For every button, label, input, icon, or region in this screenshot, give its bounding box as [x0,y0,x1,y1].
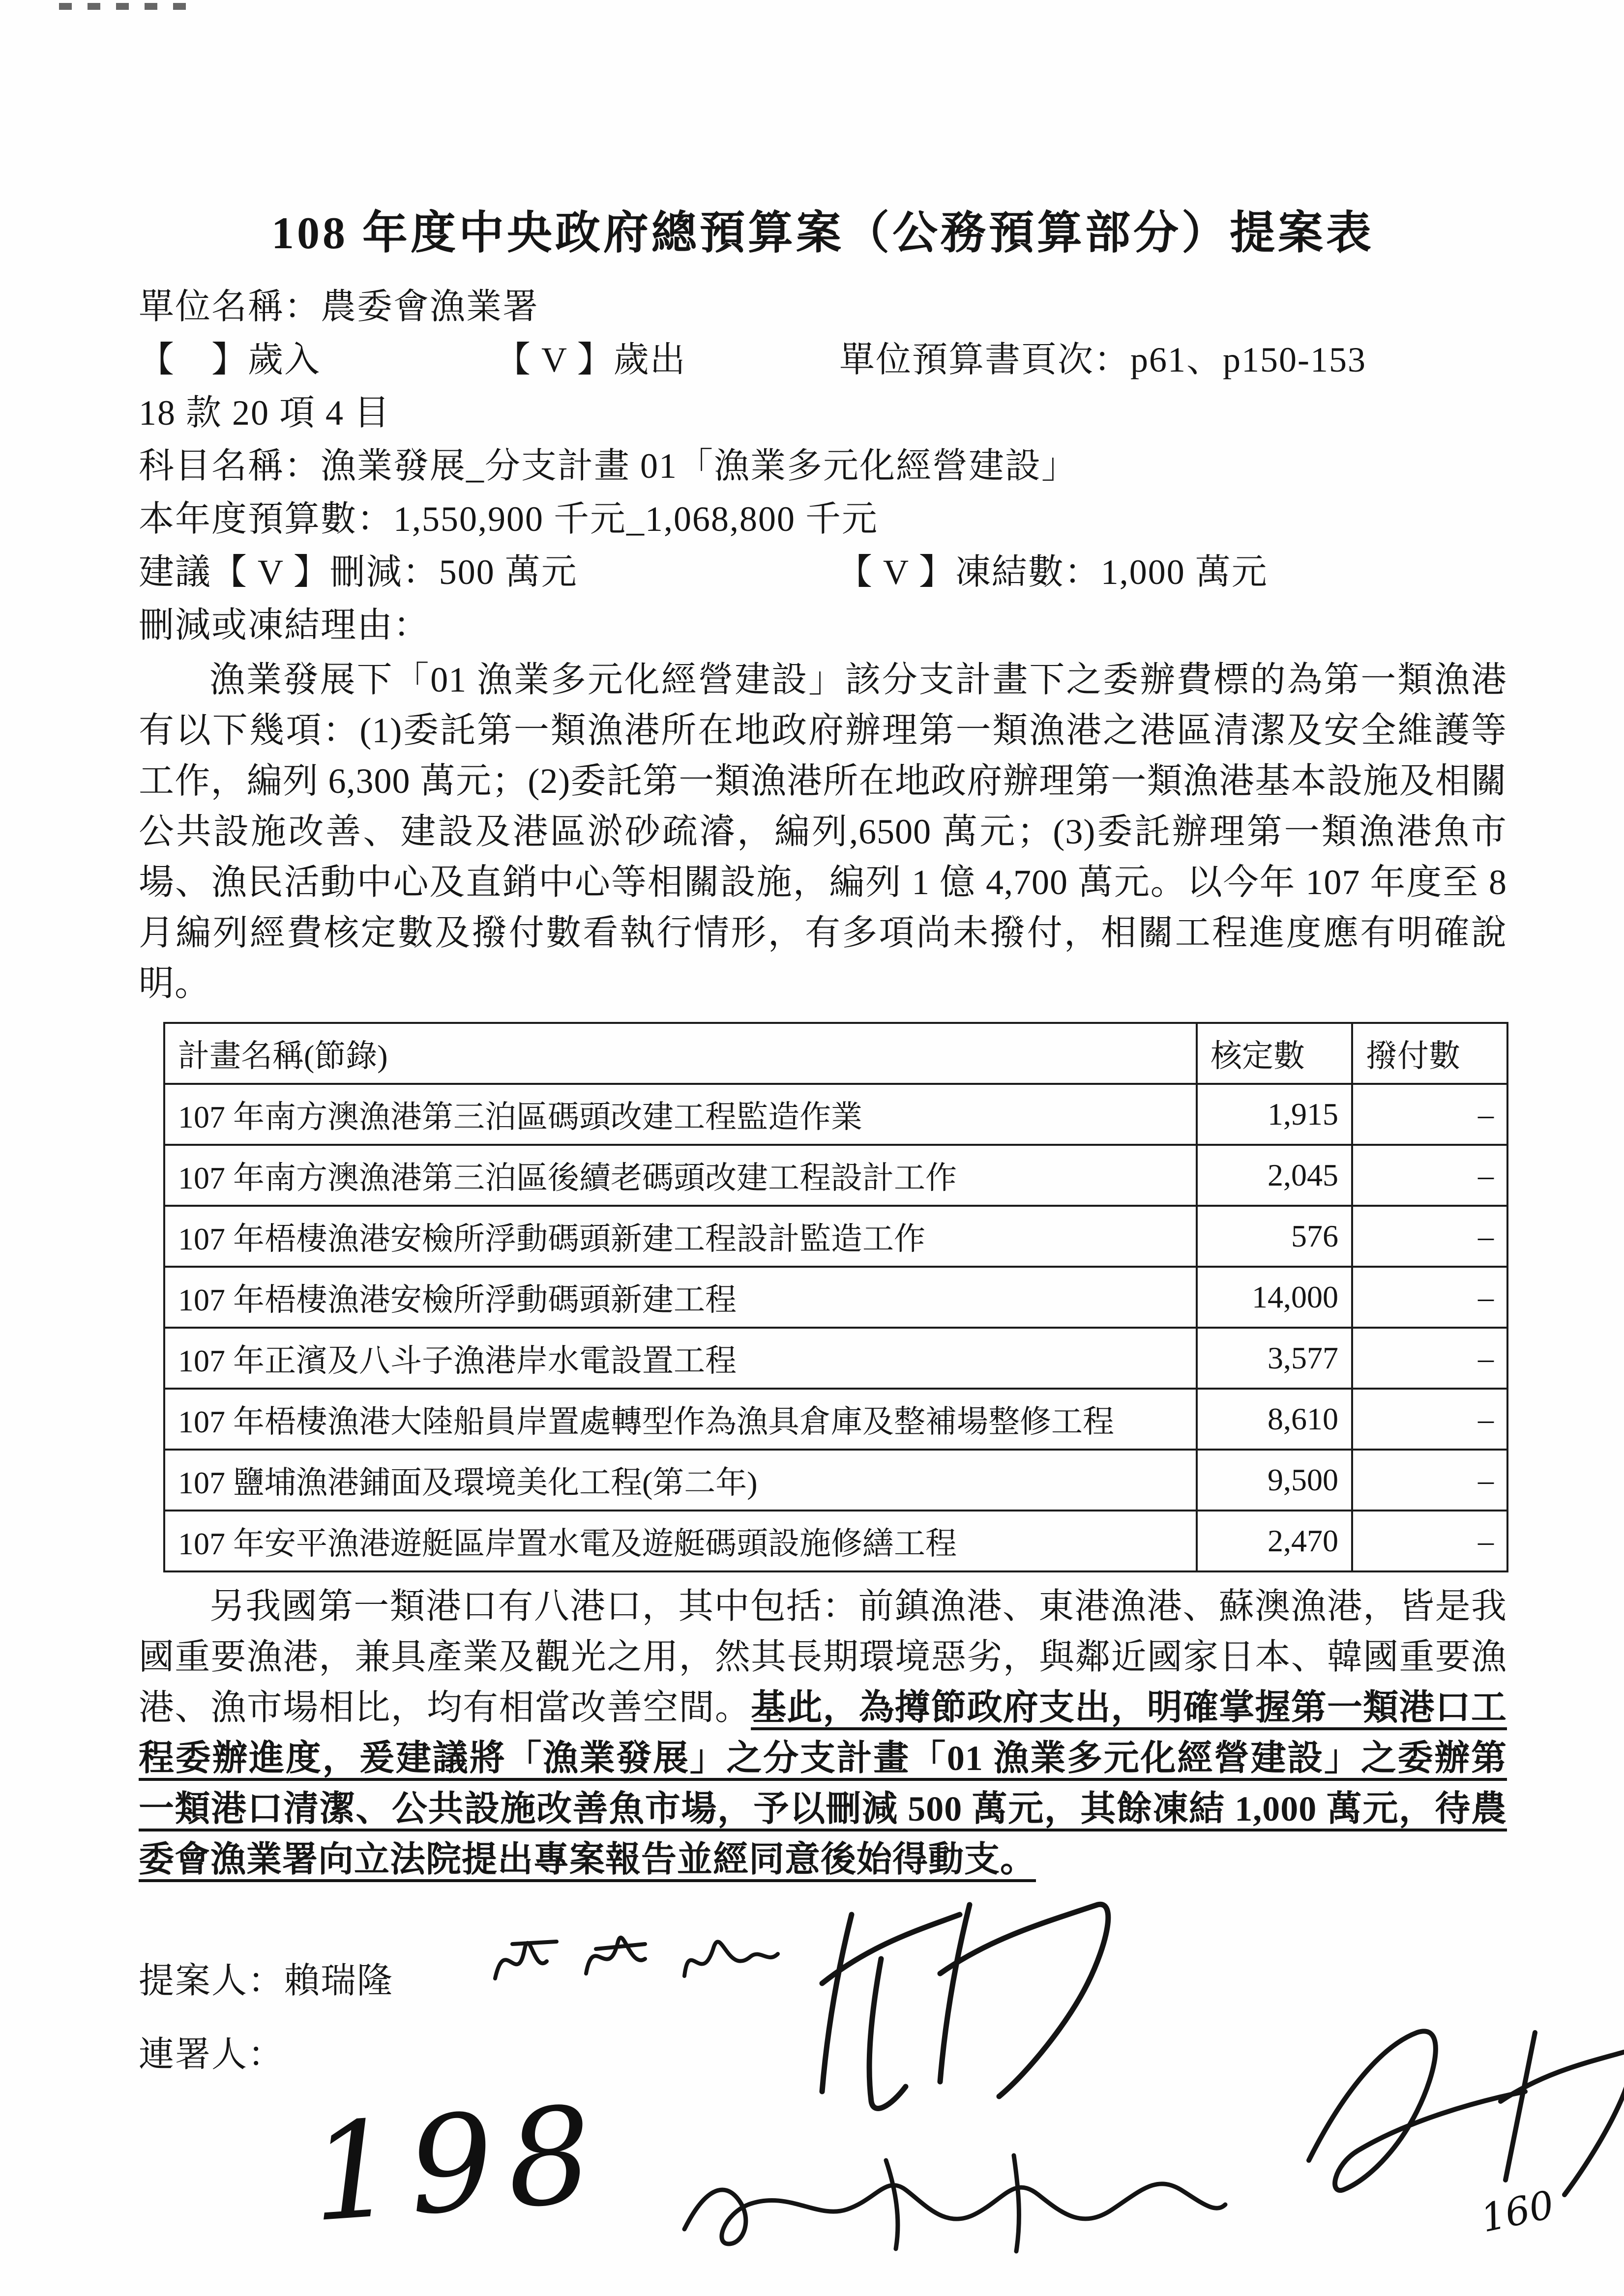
cut-suggestion: 建議【 V 】刪減：500 萬元 [139,552,578,592]
subject-name-line: 科目名稱：漁業發展_分支計畫 01「漁業多元化經營建設」 [139,446,1078,486]
approved-amount-cell: 3,577 [1197,1328,1352,1389]
cosigner-line: 連署人： [139,2035,285,2074]
table-row [164,1145,1507,1206]
table-row [164,1084,1507,1145]
approved-amount-cell: 8,610 [1197,1389,1352,1450]
cosigner-signature-1 [793,1885,1137,2121]
table-row [164,1450,1507,1511]
project-name-cell: 107 年梧棲漁港大陸船員岸置處轉型作為漁具倉庫及整補場整修工程 [164,1389,1197,1450]
table-row [164,1389,1507,1450]
approved-amount-cell: 14,000 [1197,1267,1352,1328]
disbursed-amount-cell: – [1352,1145,1507,1206]
header-project-name: 計畫名稱(節錄) [164,1023,1197,1084]
proposer-line: 提案人：賴瑞隆 [139,1961,394,2001]
approved-amount-cell: 2,045 [1197,1145,1352,1206]
project-name-cell: 107 年梧棲漁港安檢所浮動碼頭新建工程 [164,1267,1197,1328]
disbursed-amount-cell: – [1352,1267,1507,1328]
revenue-expenditure-line [139,333,1507,386]
revenue-checkbox: 【 】歲入 [139,340,321,379]
project-name-cell: 107 年南方澳漁港第三泊區後續老碼頭改建工程設計工作 [164,1145,1197,1206]
project-budget-table [163,1022,1508,1572]
document-title: 108 年度中央政府總預算案（公務預算部分）提案表 [271,208,1374,258]
header-approved-amount: 核定數 [1197,1023,1352,1084]
suggestion-line [139,546,1507,599]
table-row [164,1206,1507,1267]
header-disbursed-amount: 撥付數 [1352,1023,1507,1084]
document-content [139,197,1558,2288]
expenditure-checkbox: 【 V 】歲出 [495,340,686,379]
table-row [164,1267,1507,1328]
table-header [164,1023,1507,1084]
table-body [164,1084,1507,1571]
approved-amount-cell: 2,470 [1197,1511,1352,1571]
table-row [164,1511,1507,1571]
reason-paragraph-2 [139,1581,1507,1885]
approved-amount-cell: 9,500 [1197,1450,1352,1511]
paragraph-2-emphasized-text: 基此，為撙節政府支出，明確掌握第一類港口工程委辦進度，爰建議將「漁業發展」之分支計畫「01 漁業多元化經營建設」之委辦第一類港口清潔、公共設施改善魚市場，予以刪減 500 萬元，其餘凍結 1,000 萬元，待農委會漁業署向立法院提出專案報告並經同意後始得動支。 [139,1688,1507,1879]
table-row [164,1328,1507,1389]
reason-paragraph-1: 漁業發展下「01 漁業多元化經營建設」該分支計畫下之委辦費標的為第一類漁港有以下幾項：(1)委託第一類漁港所在地政府辦理第一類漁港之港區清潔及安全維護等工作，編列 6,300 萬元；(2)委託第一類漁港所在地政府辦理第一類漁港基本設施及相關公共設施改善、建設及港區淤砂疏濬，編列,6500 萬元；(3)委託辦理第一類漁港魚市場、漁民活動中心及直銷中心等相關設施，編列 1 億 4,700 萬元。以今年 107 年度至 8 月編列經費核定數及撥付數看執行情形，有多項尚未撥付，相關工程進度應有明確說明。 [139,660,1507,1003]
disbursed-amount-cell: – [1352,1328,1507,1389]
cosigner-signature-2 [1270,2003,1624,2209]
disbursed-amount-cell: – [1352,1511,1507,1571]
cosigner-signature-3 [670,2131,1235,2259]
project-name-cell: 107 鹽埔漁港鋪面及環境美化工程(第二年) [164,1450,1197,1511]
table-header-row [164,1023,1507,1084]
project-name-cell: 107 年梧棲漁港安檢所浮動碼頭新建工程設計監造工作 [164,1206,1197,1267]
signature-block [139,1944,1558,2288]
project-name-cell: 107 年安平漁港遊艇區岸置水電及遊艇碼頭設施修繕工程 [164,1511,1197,1571]
project-name-cell: 107 年正濱及八斗子漁港岸水電設置工程 [164,1328,1197,1389]
reason-label: 刪減或凍結理由： [139,606,430,645]
item-section-line: 18 款 20 項 4 目 [139,393,391,433]
unit-name-line: 單位名稱：農委會漁業署 [139,287,539,326]
budget-amount-line: 本年度預算數：1,550,900 千元_1,068,800 千元 [139,499,879,539]
disbursed-amount-cell: – [1352,1084,1507,1145]
approved-amount-cell: 1,915 [1197,1084,1352,1145]
disbursed-amount-cell: – [1352,1206,1507,1267]
approved-amount-cell: 576 [1197,1206,1352,1267]
disbursed-amount-cell: – [1352,1389,1507,1450]
paragraph-2-normal-text: 另我國第一類港口有八港口，其中包括：前鎮漁港、東港漁港、蘇澳漁港，皆是我國重要漁港，兼具產業及觀光之用，然其長期環境惡劣，與鄰近國家日本、韓國重要漁港、漁市場相比，均有相當改善空間。 [139,1587,1507,1727]
handwritten-number-198: 198 [305,2076,611,2252]
scan-artifact [59,3,187,10]
disbursed-amount-cell: – [1352,1450,1507,1511]
freeze-suggestion: 【 V 】凍結數：1,000 萬元 [837,552,1268,592]
handwritten-page-number: 160 [1477,2182,1558,2241]
proposer-signature [483,1915,788,2008]
project-name-cell: 107 年南方澳漁港第三泊區碼頭改建工程監造作業 [164,1084,1197,1145]
budget-page-reference: 單位預算書頁次：p61、p150-153 [839,340,1366,379]
